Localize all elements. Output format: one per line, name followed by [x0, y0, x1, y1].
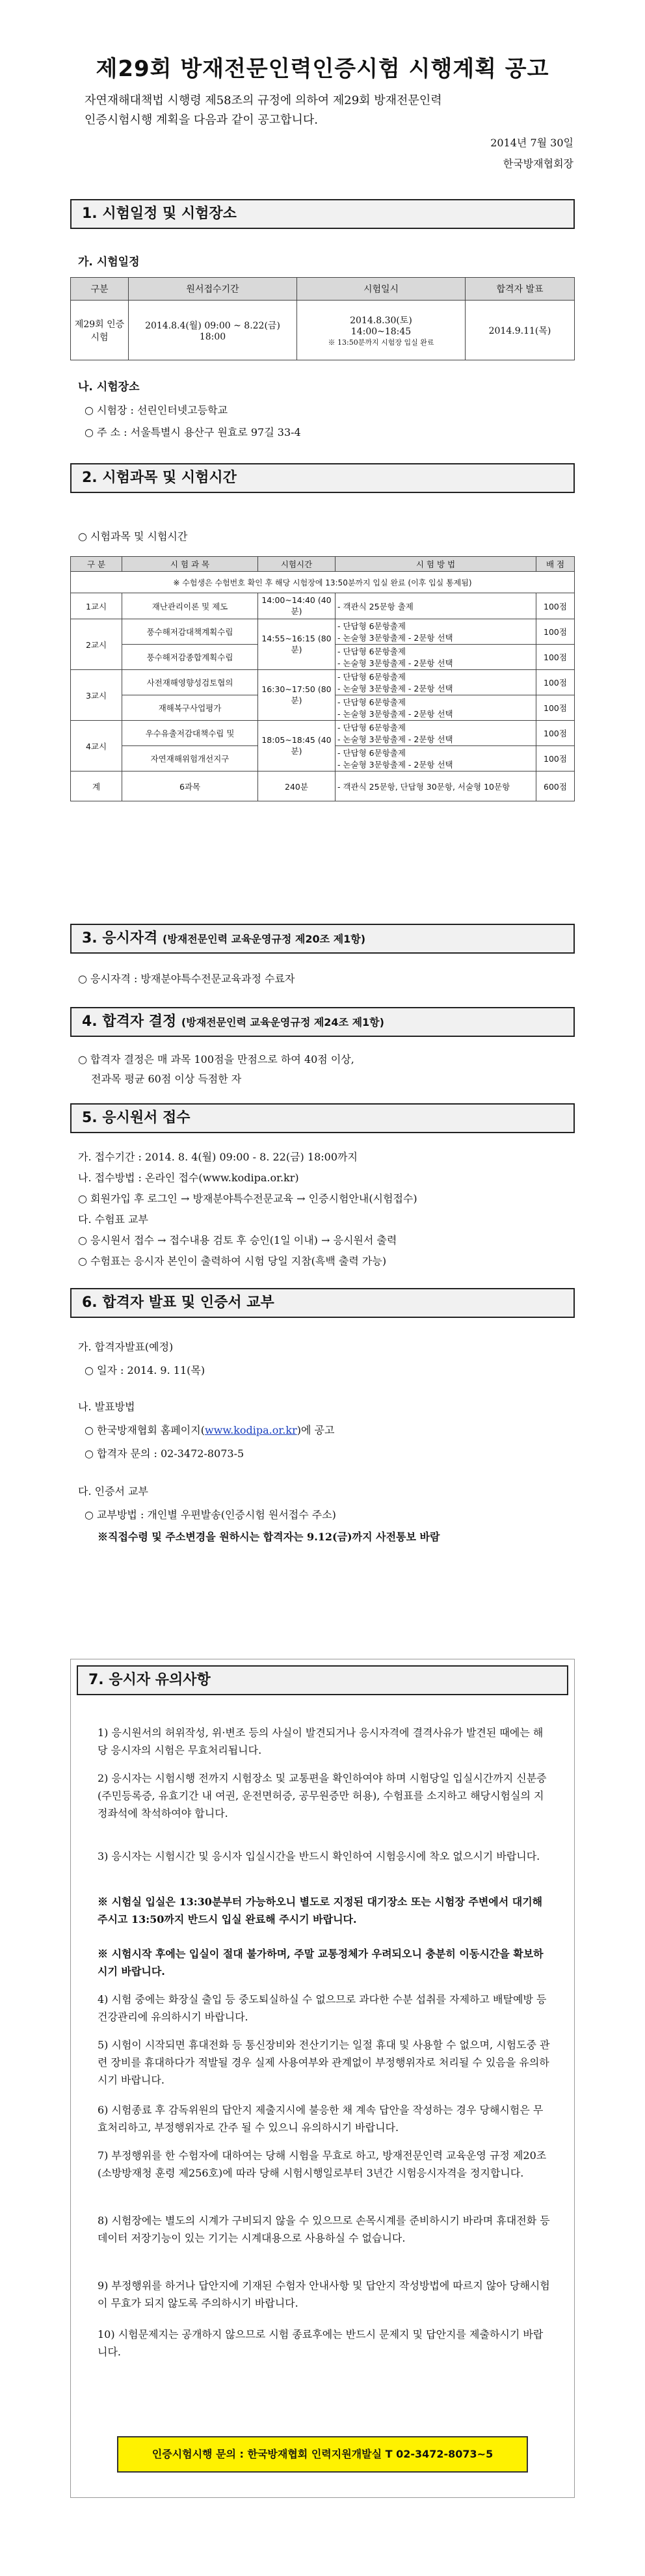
result-web-post: )에 공고: [296, 1424, 335, 1436]
section-2-header: [70, 463, 575, 493]
result-date: ○ 일자 : 2014. 9. 11(목): [85, 1364, 205, 1376]
exam-datetime: [297, 301, 466, 360]
method-line: - 단답형 6문항출제: [337, 723, 406, 732]
total-method: - 객관식 25문항, 단답형 30문항, 서술형 10문항: [336, 771, 536, 801]
intro-line-1: 자연재해대책법 시행령 제58조의 규정에 의하여 제29회 방재전문인력: [85, 94, 442, 107]
section-5-title: 5. 응시원서 접수: [82, 1110, 191, 1126]
score: 100점: [536, 746, 575, 771]
certificate-method: ○ 교부방법 : 개인별 우편발송(인증시험 원서접수 주소): [85, 1509, 336, 1521]
ticket-step-2: ○ 수험표는 응시자 본인이 출력하여 시험 당일 지참(흑백 출력 가능): [78, 1255, 387, 1267]
col-header: 시 험 방 법: [336, 557, 536, 572]
reception-method: 나. 접수방법 : 온라인 접수(www.kodipa.or.kr): [78, 1172, 299, 1184]
col-header: 합격자 발표: [466, 278, 575, 301]
total-time: 240분: [258, 771, 336, 801]
exam-address: ○ 주 소 : 서울특별시 용산구 원효로 97길 33-4: [85, 426, 301, 438]
col-header: 시험시간: [258, 557, 336, 572]
method-line: - 논술형 3문항출제 - 2문항 선택: [337, 709, 453, 719]
page-title: 제29회 방재전문인력인증시험 시행계획 공고: [96, 56, 549, 82]
place-heading: 나. 시험장소: [78, 381, 140, 394]
method-line: - 단답형 6문항출제: [337, 647, 406, 656]
notice-4: 4) 시험 중에는 화장실 출입 등 중도퇴실하실 수 없으므로 과다한 수분 섭취를 자제하고 배탈예방 등 건강관리에 유의하시기 바랍니다.: [98, 1993, 547, 2023]
reception-period-line: 가. 접수기간 : 2014. 8. 4(월) 09:00 - 8. 22(금) 18:00까지: [78, 1151, 358, 1163]
subject: 풍수해저감대책계획수립: [122, 619, 258, 645]
ticket-step-1: ○ 응시원서 접수 → 접수내용 검토 후 승인(1일 이내) → 응시원서 출력: [78, 1234, 397, 1246]
section-3-ref: (방재전문인력 교육운영규정 제20조 제1항): [163, 933, 366, 945]
subject: 재해복구사업평가: [122, 695, 258, 721]
section-6-title: 6. 합격자 발표 및 인증서 교부: [82, 1295, 274, 1311]
ticket-heading: 다. 수험표 교부: [78, 1213, 148, 1226]
notice-3-a: ※ 시험실 입실은 13:30분부터 가능하오니 별도로 지정된 대기장소 또는 시험장 주변에서 대기해 주시고 13:50까지 반드시 입실 완료해 주시기 바랍니다.: [98, 1896, 543, 1925]
result-contact: ○ 합격자 문의 : 02-3472-8073-5: [85, 1447, 244, 1460]
score: 100점: [536, 645, 575, 670]
exam-date: 2014.8.30(토): [350, 315, 412, 326]
col-header: 시 험 과 목: [122, 557, 258, 572]
time: 14:00~14:40 (40분): [258, 593, 336, 619]
notice-3-b: ※ 시험시작 후에는 입실이 절대 불가하며, 주말 교통정체가 우려되오니 충분히 이동시간을 확보하시기 바랍니다.: [98, 1948, 544, 1978]
time: 16:30~17:50 (80분): [258, 670, 336, 721]
section-1-header: [70, 199, 575, 229]
result-method-web: [85, 1422, 334, 1439]
period: 1교시: [71, 593, 122, 619]
score: 100점: [536, 721, 575, 746]
total-score: 600점: [536, 771, 575, 801]
section-3-header: [70, 924, 575, 954]
notice-8: 8) 시험장에는 별도의 시계가 구비되지 않을 수 있으므로 손목시계를 준비하시기 바라며 휴대전화 등 데이터 저장기능이 있는 기기는 시계대용으로 사용하실 수 없습니다.: [98, 2214, 550, 2244]
notice-6: 6) 시험종료 후 감독위원의 답안지 제출지시에 불응한 채 계속 답안을 작성하는 경우 당해시험은 무효처리하고, 부정행위자로 간주 될 수 있으니 유의하시기 바랍니다.: [98, 2104, 544, 2134]
reception-period: 2014.8.4(월) 09:00 ~ 8.22(금) 18:00: [129, 301, 297, 360]
time: 18:05~18:45 (40분): [258, 721, 336, 771]
reception-steps: ○ 회원가입 후 로그인 → 방재분야특수전문교육 → 인증시험안내(시험접수): [78, 1192, 417, 1205]
contact-banner: 인증시험시행 문의 : 한국방재협회 인력지원개발실 T 02-3472-8073~5: [117, 2436, 528, 2473]
period: 2교시: [71, 619, 122, 670]
exam-time: 14:00~18:45: [350, 326, 412, 337]
notice-1: 1) 응시원서의 허위작성, 위·변조 등의 사실이 발견되거나 응시자격에 결격사유가 발견된 때에는 해당 응시자의 시험은 무효처리됩니다.: [98, 1726, 544, 1756]
section-6-header: [70, 1288, 575, 1318]
section-5-header: [70, 1103, 575, 1133]
section-1-title: 1. 시험일정 및 시험장소: [82, 206, 237, 222]
result-method-heading: 나. 발표방법: [78, 1401, 135, 1413]
announce-date: 2014년 7월 30일: [490, 137, 573, 149]
subject: 재난관리이론 및 제도: [122, 593, 258, 619]
score: 100점: [536, 593, 575, 619]
exam-type: 제29회 인증시험: [71, 301, 129, 360]
method: [336, 619, 536, 645]
score: 100점: [536, 695, 575, 721]
method-line: - 논술형 3문항출제 - 2문항 선택: [337, 734, 453, 744]
subject: 풍수해저감종합계획수립: [122, 645, 258, 670]
method-line: - 논술형 3문항출제 - 2문항 선택: [337, 760, 453, 770]
method-line: - 단답형 6문항출제: [337, 697, 406, 707]
notice-5: 5) 시험이 시작되면 휴대전화 등 통신장비와 전산기기는 일절 휴대 및 사용할 수 없으며, 시험도중 관련 장비를 휴대하다가 적발될 경우 실제 사용여부와 관계없이 부정행위자로 처리될 수 있음을 유의하시기 바랍니다.: [98, 2039, 550, 2086]
qualification: ○ 응시자격 : 방재분야특수전문교육과정 수료자: [78, 973, 295, 985]
col-header: 구분: [71, 278, 129, 301]
method-line: - 논술형 3문항출제 - 2문항 선택: [337, 633, 453, 643]
time: 14:55~16:15 (80분): [258, 619, 336, 670]
period: 3교시: [71, 670, 122, 721]
announce-date-cell: 2014.9.11(목): [466, 301, 575, 360]
section-4-ref: (방재전문인력 교육운영규정 제24조 제1항): [181, 1016, 384, 1028]
result-web-pre: ○ 한국방재협회 홈페이지(: [85, 1424, 205, 1436]
total-label: 계: [71, 771, 122, 801]
method-line: - 논술형 3문항출제 - 2문항 선택: [337, 658, 453, 668]
col-header: 배 점: [536, 557, 575, 572]
total-subjects: 6과목: [122, 771, 258, 801]
period: 4교시: [71, 721, 122, 771]
subjects-table: [70, 556, 575, 801]
exam-note: ※ 13:50분까지 시험장 입실 완료: [328, 338, 434, 347]
issuer: 한국방재협회장: [503, 157, 573, 170]
method-line: - 단답형 6문항출제: [337, 748, 406, 758]
section-4-title: 4. 합격자 결정: [82, 1013, 177, 1030]
subjects-sub: ○ 시험과목 및 시험시간: [78, 530, 188, 543]
col-header: 구 분: [71, 557, 122, 572]
kodipa-link[interactable]: www.kodipa.or.kr: [204, 1424, 297, 1436]
certificate-heading: 다. 인증서 교부: [78, 1485, 148, 1497]
method: - 객관식 25문항 출제: [336, 593, 536, 619]
certificate-note: ※직접수령 및 주소변경을 원하시는 합격자는 9.12(금)까지 사전통보 바람: [98, 1531, 440, 1543]
score: 100점: [536, 670, 575, 695]
section-7-header: [77, 1665, 568, 1695]
section-4-header: [70, 1007, 575, 1037]
section-7-title: 7. 응시자 유의사항: [88, 1672, 211, 1688]
score: 100점: [536, 619, 575, 645]
method: [336, 695, 536, 721]
exam-place: ○ 시험장 : 선린인터넷고등학교: [85, 404, 228, 416]
subject: 우수유출저감대책수립 및: [122, 721, 258, 746]
method-line: - 단답형 6문항출제: [337, 621, 406, 631]
col-header: 원서접수기간: [129, 278, 297, 301]
notice-7: 7) 부정행위를 한 수험자에 대하여는 당해 시험을 무효로 하고, 방재전문인력 교육운영 규정 제20조(소방방재청 훈령 제256호)에 따라 당해 시험시행일로부터 3년간 시험응시자격을 정지합니다.: [98, 2149, 547, 2179]
notice-9: 9) 부정행위를 하거나 답안지에 기재된 수험자 안내사항 및 답안지 작성방법에 따르지 않아 당해시험이 무효가 되지 않도록 주의하시기 바랍니다.: [98, 2279, 550, 2309]
intro-line-2: 인증시험시행 계획을 다음과 같이 공고합니다.: [85, 113, 318, 127]
table-note: ※ 수험생은 수험번호 확인 후 해당 시험장에 13:50분까지 입실 완료 (이후 입실 통제됨): [71, 572, 575, 593]
result-heading: 가. 합격자발표(예정): [78, 1341, 174, 1353]
subject: 사전재해영향성검토협의: [122, 670, 258, 695]
pass-criteria-1: ○ 합격자 결정은 매 과목 100점을 만점으로 하여 40점 이상,: [78, 1053, 354, 1066]
method-line: - 단답형 6문항출제: [337, 672, 406, 682]
schedule-heading: 가. 시험일정: [78, 256, 140, 269]
notice-10: 10) 시험문제지는 공개하지 않으므로 시험 종료후에는 반드시 문제지 및 답안지를 제출하시기 바랍니다.: [98, 2328, 544, 2358]
method-line: - 논술형 3문항출제 - 2문항 선택: [337, 684, 453, 693]
notice-3: 3) 응시자는 시험시간 및 응시자 입실시간을 반드시 확인하여 시험응시에 착오 없으시기 바랍니다.: [98, 1850, 540, 1862]
section-3-title: 3. 응시자격: [82, 930, 158, 946]
notice-2: 2) 응시자는 시험시행 전까지 시험장소 및 교통편을 확인하여야 하며 시험당일 입실시간까지 신분증(주민등록증, 유효기간 내 여권, 운전면허증, 공무원증만 허용), 수험표를 소지하고 해당시험실의 지정좌석에 착석하여야 합니다.: [98, 1772, 547, 1819]
method: [336, 645, 536, 670]
col-header: 시험일시: [297, 278, 466, 301]
section-2-title: 2. 시험과목 및 시험시간: [82, 470, 237, 486]
method: [336, 670, 536, 695]
method: [336, 746, 536, 771]
method: [336, 721, 536, 746]
subject: 자연재해위험개선지구: [122, 746, 258, 771]
pass-criteria-2: 전과목 평균 60점 이상 득점한 자: [91, 1073, 242, 1085]
schedule-table: [70, 277, 575, 360]
